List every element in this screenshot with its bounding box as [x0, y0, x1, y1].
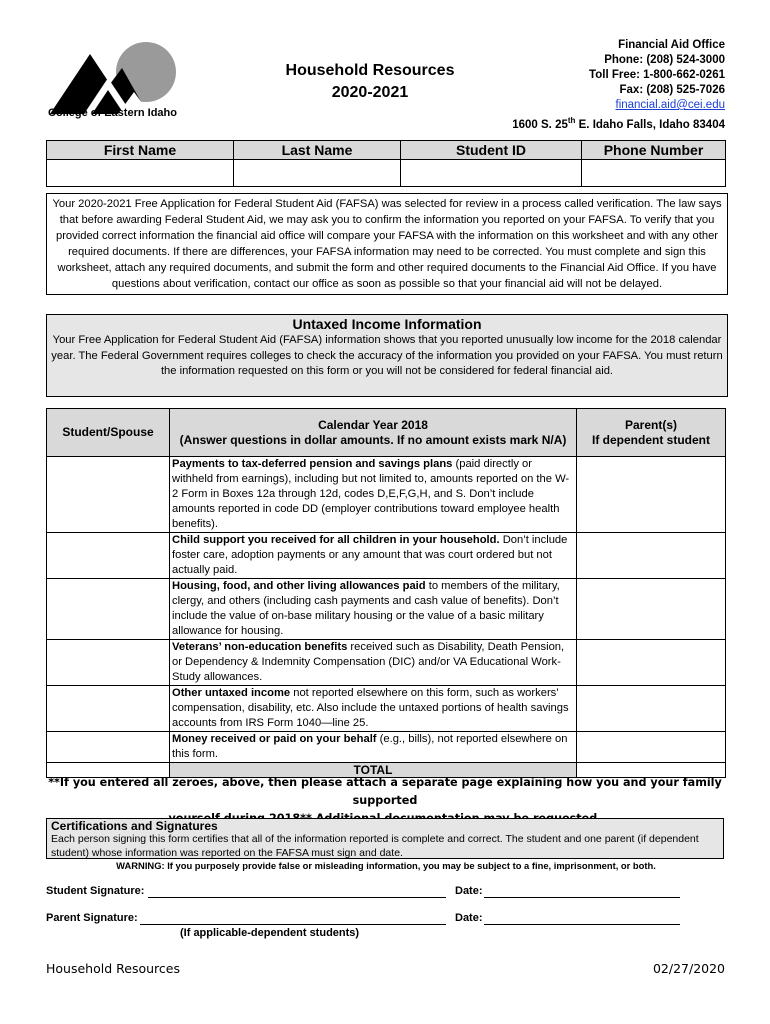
student-id-table	[46, 140, 726, 187]
parent-amount-field[interactable]	[577, 732, 726, 763]
student-signature-label: Student Signature:	[46, 885, 145, 897]
parent-date-label: Date:	[455, 912, 483, 924]
parent-amount-field[interactable]	[577, 686, 726, 732]
title-line-2: 2020-2021	[331, 84, 409, 101]
student-amount-field[interactable]	[47, 640, 170, 686]
row-description: Veterans’ non-education benefits received such as Disability, Death Pension, or Dependency & Indemnity Compensation (DIC) and/or VA Educational Work-Study allowances.	[170, 640, 577, 686]
title-line-1: Household Resources	[285, 62, 455, 79]
parents-header: Parent(s) If dependent student	[577, 409, 726, 457]
last-name-header: Last Name	[234, 141, 401, 160]
phone-number-field[interactable]	[582, 160, 726, 187]
footer-date: 02/27/2020	[652, 961, 725, 976]
office-address: 1600 S. 25th E. Idaho Falls, Idaho 83404	[512, 116, 725, 131]
office-email-link[interactable]: financial.aid@cei.edu	[615, 99, 725, 111]
table-row	[47, 457, 726, 533]
table-row	[47, 686, 726, 732]
table-row	[47, 732, 726, 763]
phone-number-header: Phone Number	[582, 141, 726, 160]
table-row	[47, 579, 726, 640]
office-toll-free: Toll Free: 1-800-662-0261	[589, 69, 725, 81]
calendar-year-header: Calendar Year 2018 (Answer questions in dollar amounts. If no amount exists mark N/A)	[170, 409, 577, 457]
footer-title: Household Resources	[46, 961, 180, 976]
student-amount-field[interactable]	[47, 732, 170, 763]
verification-notice: Your 2020-2021 Free Application for Federal Student Aid (FAFSA) was selected for review in a process called verification. The law says that before awarding Federal Student Aid, we may ask you to confirm the information you reported on your FAFSA. To verify that you provided correct information the financial aid office will compare your FAFSA with the information on this worksheet and with any other required documents. If there are differences, your FAFSA information may need to be corrected. You must complete and sign this worksheet, attach any required documents, and submit the form and other required documents to the Financial Aid Office. If you have questions about verification, contact our office as soon as possible so that your financial aid will not be delayed.	[46, 193, 728, 295]
first-name-field[interactable]	[47, 160, 234, 187]
office-fax: Fax: (208) 525-7026	[619, 84, 725, 96]
student-id-field[interactable]	[401, 160, 582, 187]
student-spouse-header: Student/Spouse	[47, 409, 170, 457]
row-description: Child support you received for all children in your household. Don’t include foster care, adoption payments or any amount that was court ordered but not actually paid.	[170, 533, 577, 579]
student-date-label: Date:	[455, 885, 483, 897]
table-row	[47, 640, 726, 686]
office-name: Financial Aid Office	[618, 39, 725, 51]
certifications-heading: Certifications and Signatures	[51, 819, 218, 833]
row-description: Money received or paid on your behalf (e.g., bills), not reported elsewhere on this form.	[170, 732, 577, 763]
zero-income-note: **If you entered all zeroes, above, then please attach a separate page explaining how you and your family supported	[48, 776, 722, 807]
certifications-box	[46, 818, 724, 859]
untaxed-income-box	[46, 314, 728, 397]
logo-text: College of Eastern Idaho	[48, 107, 177, 119]
untaxed-body: Your Free Application for Federal Student Aid (FAFSA) information shows that you reported unusually low income for the 2018 calendar year. The Federal Government requires colleges to check the accuracy of the information you provided on your FAFSA. You must return the information requested on this form or you will not be considered for federal financial aid.	[51, 334, 723, 377]
parent-signature-line[interactable]	[140, 924, 446, 925]
untaxed-heading: Untaxed Income Information	[292, 316, 482, 332]
parent-amount-field[interactable]	[577, 579, 726, 640]
student-amount-field[interactable]	[47, 686, 170, 732]
parent-amount-field[interactable]	[577, 533, 726, 579]
student-amount-field[interactable]	[47, 457, 170, 533]
row-description: Housing, food, and other living allowances paid to members of the military, clergy, and others (including cash payments and cash value of benefits). Don’t include the value of on-base military housing or the value of a basic military allowance for housing.	[170, 579, 577, 640]
row-description: Payments to tax-deferred pension and savings plans (paid directly or withheld from earnings), including but not limited to, amounts reported on the W-2 Form in Boxes 12a through 12d, codes D,E,F,G,H, and S. Don’t include amounts reported in code DD (employer contributions toward employee health benefits).	[170, 457, 577, 533]
parent-signature-label: Parent Signature:	[46, 912, 138, 924]
student-signature-line[interactable]	[148, 897, 446, 898]
student-id-header: Student ID	[401, 141, 582, 160]
parent-date-line[interactable]	[484, 924, 680, 925]
page-title	[250, 60, 490, 104]
parent-amount-field[interactable]	[577, 640, 726, 686]
parent-amount-field[interactable]	[577, 457, 726, 533]
warning-text: WARNING: If you purposely provide false or misleading information, you may be subject to a fine, imprisonment, or both.	[116, 860, 656, 871]
office-contact	[512, 38, 725, 133]
student-amount-field[interactable]	[47, 579, 170, 640]
total-label: TOTAL	[170, 763, 577, 778]
office-phone: Phone: (208) 524-3000	[604, 54, 725, 66]
table-row	[47, 533, 726, 579]
student-date-line[interactable]	[484, 897, 680, 898]
income-table	[46, 408, 726, 778]
certifications-body: Each person signing this form certifies that all of the information reported is complete and correct. The student and one parent (if dependent student) whose information was reported on the FAFSA must sign and date.	[51, 833, 699, 859]
row-description: Other untaxed income not reported elsewhere on this form, such as workers’ compensation, disability, etc. Also include the untaxed portions of health savings accounts from IRS Form 1040—line 25.	[170, 686, 577, 732]
last-name-field[interactable]	[234, 160, 401, 187]
parent-signature-note: (If applicable-dependent students)	[180, 927, 360, 939]
first-name-header: First Name	[47, 141, 234, 160]
student-amount-field[interactable]	[47, 533, 170, 579]
